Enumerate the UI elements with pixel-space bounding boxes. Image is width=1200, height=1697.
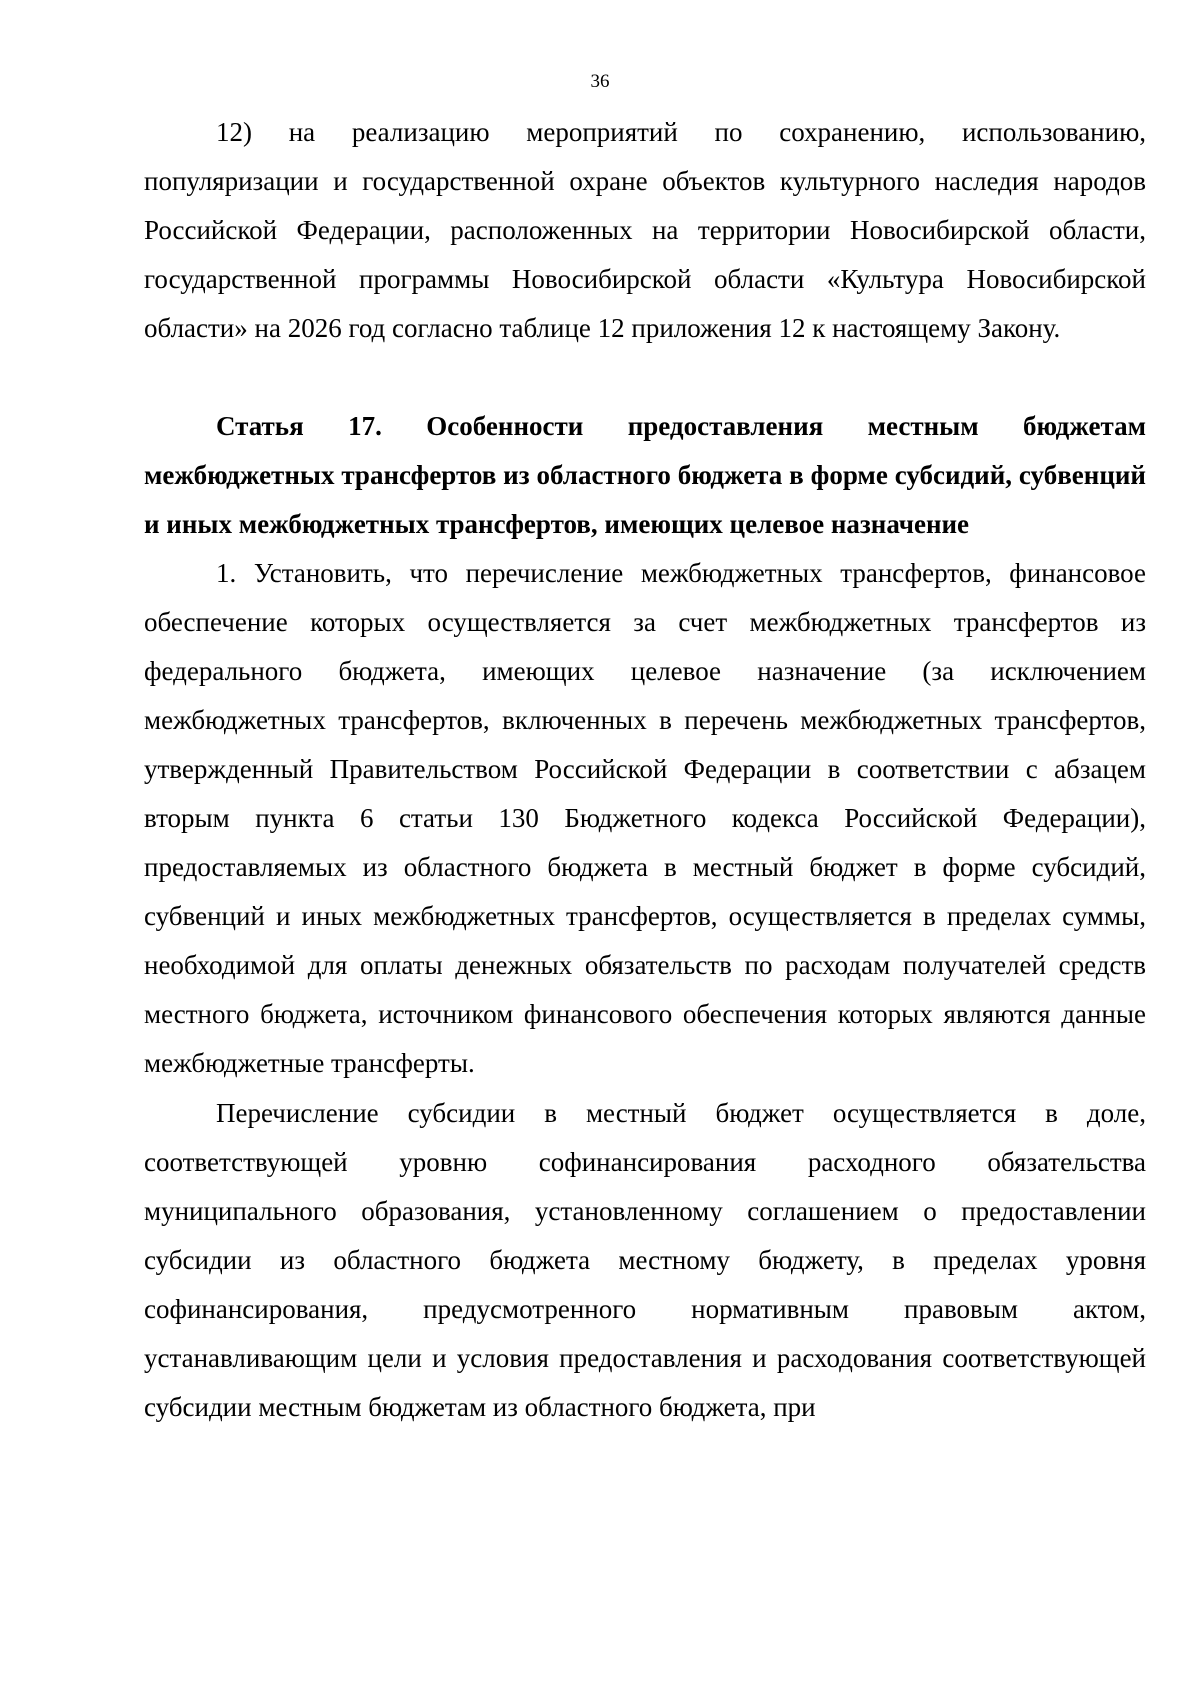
article-17-paragraph-1: 1. Установить, что перечисление межбюджетных трансфертов, финансовое обеспечение которых осуществляется за счет межбюджетных трансфертов из федерального бюджета, имеющих целевое назначение (за исключением межбюджетных трансфертов, включенных в перечень межбюджетных трансфертов, утвержденный Правительством Российской Федерации в соответствии с абзацем вторым пункта 6 статьи 130 Бюджетного кодекса Российской Федерации), предоставляемых из областного бюджета в местный бюджет в форме субсидий, субвенций и иных межбюджетных трансфертов, осуществляется в пределах суммы, необходимой для оплаты денежных обязательств по расходам получателей средств местного бюджета, источником финансового обеспечения которых являются данные межбюджетные трансферты. xyxy=(144,558,1146,1078)
article-17-heading: Статья 17. Особенности предоставления местным бюджетам межбюджетных трансфертов из областного бюджета в форме субсидий, субвенций и иных межбюджетных трансфертов, имеющих целевое назначение xyxy=(144,411,1146,539)
article-17-paragraph-2: Перечисление субсидии в местный бюджет осуществляется в доле, соответствующей уровню софинансирования расходного обязательства муниципального образования, установленному соглашением о предоставлении субсидии из областного бюджета местному бюджету, в пределах уровня софинансирования, предусмотренного нормативным правовым актом, устанавливающим цели и условия предоставления и расходования соответствующей субсидии местным бюджетам из областного бюджета, при xyxy=(144,1098,1146,1422)
page-number: 36 xyxy=(590,71,610,92)
document-body xyxy=(144,108,1146,1432)
paragraph-item-12: 12) на реализацию мероприятий по сохранению, использованию, популяризации и государственной охране объектов культурного наследия народов Российской Федерации, расположенных на территории Новосибирской области, государственной программы Новосибирской области «Культура Новосибирской области» на 2026 год согласно таблице 12 приложения 12 к настоящему Закону. xyxy=(144,117,1146,343)
